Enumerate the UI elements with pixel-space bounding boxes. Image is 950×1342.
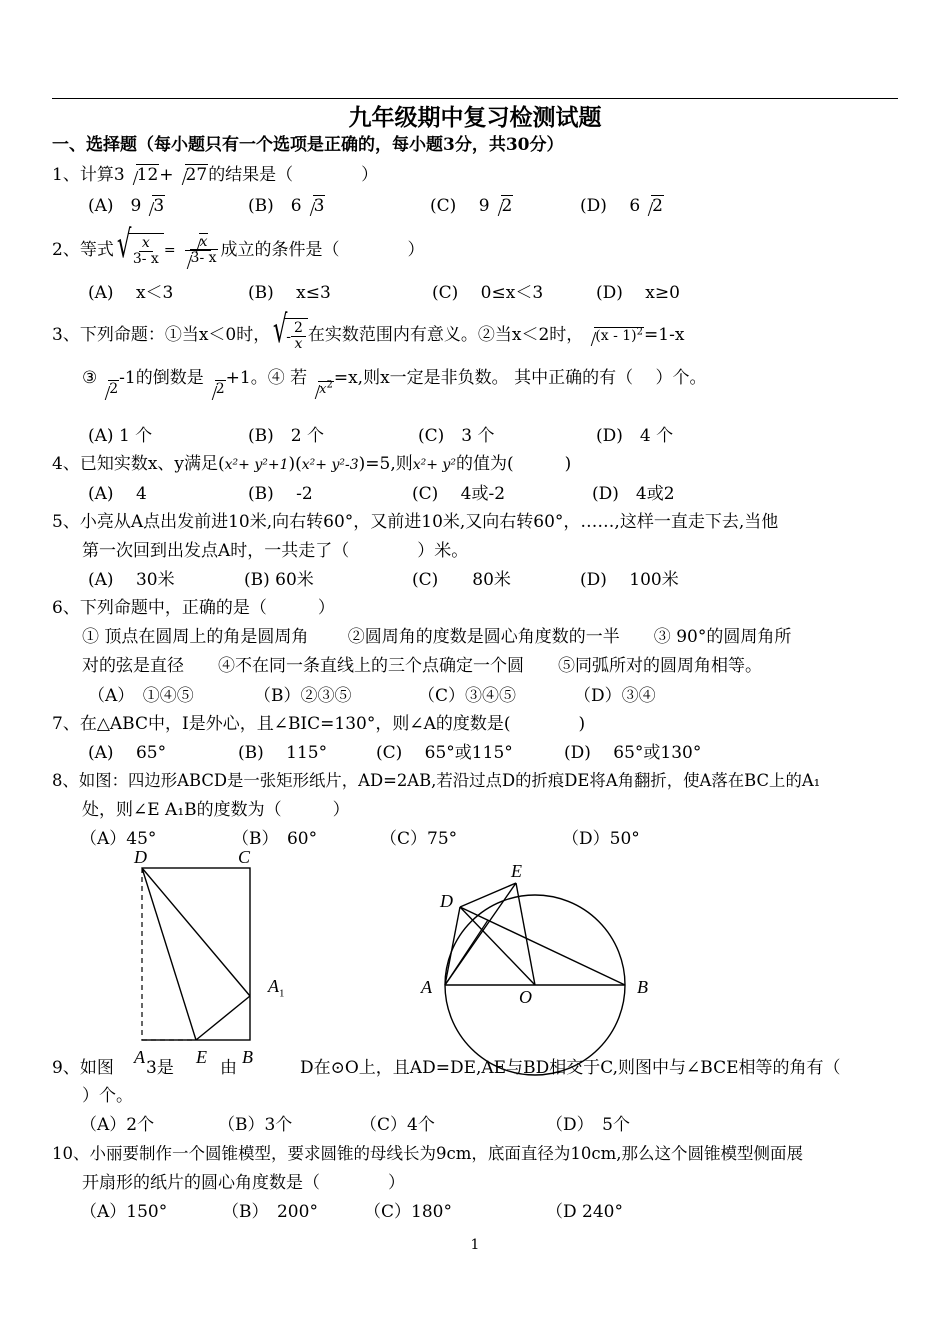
q6-line-3: 对的弦是直径 ④不在同一条直线上的三个点确定一个圆 ⑤同弧所对的圆周角相等。 (82, 656, 762, 676)
fig2-label-o: O (519, 987, 532, 1007)
q2-option-d: (D) x≥0 (596, 283, 680, 303)
q9-option-b: （B）3个 (218, 1115, 293, 1135)
fig1-label-a: A (134, 1047, 145, 1067)
q1-plus: + (159, 165, 174, 185)
q5-option-d: (D) 100米 (580, 570, 679, 590)
q1-option-a: (A) 9 3 (88, 196, 165, 216)
q2-prefix: 2、等式 (52, 239, 114, 260)
q10-option-a: （A）150° (80, 1202, 168, 1222)
q5-option-c: (C) 80米 (412, 570, 511, 590)
q9-fragment-2: 由 (220, 1058, 237, 1078)
q1-sqrt-2: 27 (176, 167, 209, 184)
fig1-label-c: C (238, 847, 251, 867)
q8-line-1: 8、如图：四边形ABCD是一张矩形纸片，AD=2AB,若沿过点D的折痕DE将A角翻折，使A落在BC上的A₁ (52, 771, 821, 790)
q5-option-b: (B) 60米 (244, 570, 314, 590)
q9-option-c: （C）4个 (360, 1115, 435, 1135)
fig2-label-a: A (421, 977, 432, 997)
q1-option-c: (C) 9 2 (430, 196, 513, 216)
q4-option-b: (B) -2 (248, 484, 313, 504)
fig1-label-a1: $A_1$ (268, 976, 285, 1000)
q2-lhs-sqrt: √ $\frac{x}{3- x}$ (114, 233, 164, 268)
q8-option-d: （D）50° (562, 829, 640, 849)
page-number: 1 (470, 1237, 480, 1253)
q8-option-b: （B） 60° (232, 829, 318, 849)
q4-option-a: (A) 4 (88, 484, 147, 504)
fig2-label-d: D (440, 891, 453, 911)
segment-eo (516, 883, 535, 985)
q5-option-a: (A) 30米 (88, 570, 175, 590)
q10-option-c: （C）180° (364, 1202, 452, 1222)
q2-option-b: (B) x≤3 (248, 283, 331, 303)
question-3-line-2: ③2-1的倒数是2+1。④ 若$x^2=x$,则x一定是非负数。 其中正确的有（ ）个。 (82, 368, 707, 397)
q2-option-c: (C) 0≤x＜3 (432, 283, 544, 303)
q6-line-2: ① 顶点在圆周上的角是圆周角 ②圆周角的度数是圆心角度数的一半 ③ 90°的圆周角所 (82, 627, 792, 647)
q1-option-b: (B) 6 3 (248, 196, 325, 216)
q6-line-1: 6、下列命题中，正确的是（ ） (52, 598, 335, 618)
q1-suffix: 的结果是（ ） (208, 165, 379, 185)
q6-option-a: （A） ①④⑤ (88, 686, 194, 706)
q9-option-a: （A）2个 (80, 1115, 155, 1135)
q8-line-2: 处，则∠E A₁B的度数为（ ） (82, 800, 350, 820)
q3-option-d: (D) 4 个 (596, 426, 674, 446)
q7-option-c: (C) 65°或115° (376, 743, 513, 763)
section-heading: 一、选择题（每小题只有一个选项是正确的，每小题3分，共30分） (52, 135, 564, 155)
q4-option-c: (C) 4或-2 (412, 484, 506, 504)
q3-sqrt-square: (x - 1)$^2$ (585, 328, 644, 344)
q8-option-a: （A）45° (80, 829, 157, 849)
q1-option-d: (D) 6 2 (580, 196, 663, 216)
q3-option-c: (C) 3 个 (418, 426, 495, 446)
q4-option-d: (D) 4或2 (592, 484, 675, 504)
q7-option-d: (D) 65°或130° (564, 743, 702, 763)
q1-coef: 3 (113, 165, 125, 185)
q10-line-1: 10、小丽要制作一个圆锥模型，要求圆锥的母线长为9cm，底面直径为10cm,那么这个圆锥模型侧面展 (52, 1144, 804, 1163)
q3-option-a: (A) 1 个 (88, 426, 153, 446)
question-3-line-1: 3、下列命题：①当x＜0时，√ - $\frac{2}{x}$ 在实数范围内有意义。②当x＜2时， (x - 1)$^2$=1-x (52, 318, 684, 353)
q7-option-a: (A) 65° (88, 743, 167, 763)
fig1-label-b: B (242, 1047, 253, 1067)
q5-line-1: 5、小亮从A点出发前进10米,向右转60°，又前进10米,又向右转60°，……,这样一直走下去,当他 (52, 512, 779, 532)
q6-option-d: （D）③④ (574, 686, 656, 706)
page-title: 九年级期中复习检测试题 (348, 104, 602, 131)
q9-option-d: （D） 5个 (546, 1115, 630, 1135)
q6-option-c: （C）③④⑤ (418, 686, 517, 706)
q9-line-2: ）个。 (82, 1086, 133, 1106)
q9-fragment-1: 3是 (146, 1058, 174, 1078)
q2-option-a: (A) x＜3 (88, 283, 174, 303)
q9-start: 9、如图 (52, 1058, 114, 1078)
q1-sqrt-1: 12 (127, 167, 160, 184)
q5-line-2: 第一次回到出发点A时，一共走了（ ）米。 (82, 541, 469, 561)
q2-suffix: 成立的条件是（ ） (220, 239, 425, 260)
q7-line-1: 7、在△ABC中，I是外心，且∠BIC=130°，则∠A的度数是( ) (52, 714, 586, 734)
fig2-label-e: E (511, 861, 522, 881)
q9-rest: D在⊙O上，且AD=DE,AE与BD相交于C,则图中与∠BCE相等的角有（ (300, 1058, 841, 1078)
q6-option-b: （B）②③⑤ (254, 686, 352, 706)
q3-sqrt-fraction: √ - $\frac{2}{x}$ (270, 318, 308, 353)
q8-option-c: （C）75° (380, 829, 458, 849)
q1-prefix: 1、计算 (52, 165, 114, 185)
q10-line-2: 开扇形的纸片的圆心角度数是（ ） (82, 1173, 405, 1193)
q2-rhs-fraction: $\frac{x}{3- x}$ (176, 235, 221, 267)
q10-option-b: （B） 200° (222, 1202, 318, 1222)
fig1-label-e: E (196, 1047, 207, 1067)
q10-option-d: （D 240° (546, 1202, 623, 1222)
question-4: 4、已知实数x、y满足(x²+ y²+1)(x²+ y²-3)=5,则x²+ y²的值为( ) (52, 454, 572, 474)
fig1-label-d: D (134, 847, 147, 867)
question-2: 2、等式 √ $\frac{x}{3- x}$ = $\frac{x}{3- x}$ 成立的条件是（ ） (52, 233, 425, 268)
chord-db (460, 907, 625, 985)
fig2-label-b: B (637, 977, 648, 997)
q7-option-b: (B) 115° (238, 743, 328, 763)
q3-option-b: (B) 2 个 (248, 426, 324, 446)
